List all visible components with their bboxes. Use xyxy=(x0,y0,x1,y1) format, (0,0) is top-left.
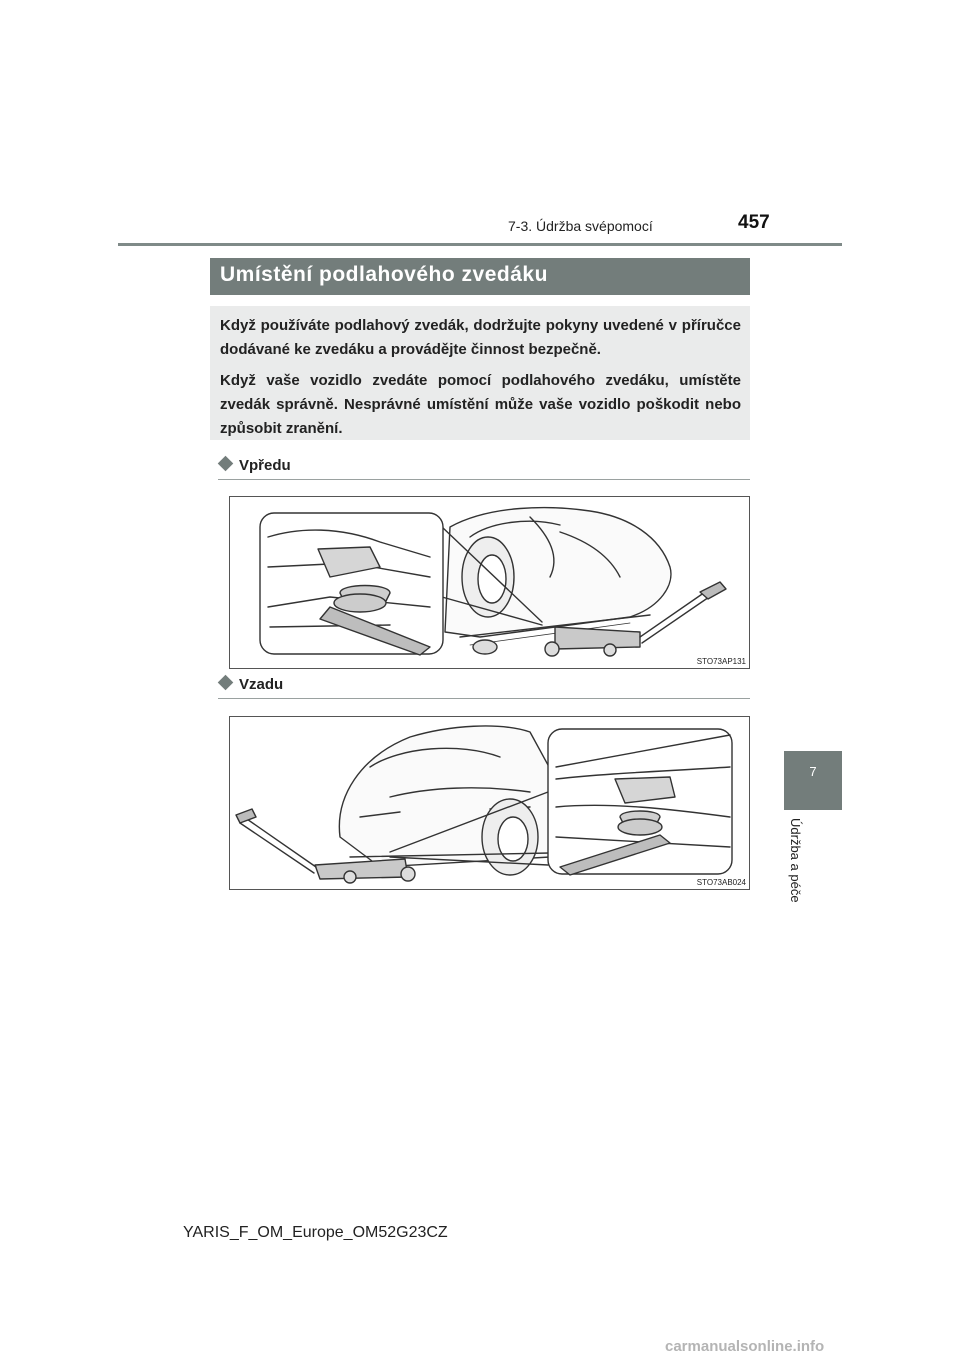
header-rule xyxy=(118,243,842,246)
figure-front-code: STO73AP131 xyxy=(696,657,746,666)
intro-paragraph-2: Když vaše vozidlo zvedáte pomocí podlahového zvedáku, umístěte zvedák správně. Nesprávné umístění může vaše vozidlo poškodit nebo způsobit zranění. xyxy=(220,372,741,437)
front-jack-illustration xyxy=(230,497,749,668)
header-section-title: 7-3. Údržba svépomocí xyxy=(508,218,653,234)
diamond-bullet-icon xyxy=(218,456,234,472)
subheading-rear-rule xyxy=(218,698,750,699)
section-title: Umístění podlahového zvedáku xyxy=(220,263,548,286)
subheading-front xyxy=(216,457,291,474)
intro-paragraph-1: Když používáte podlahový zvedák, dodržujte pokyny uvedené v příručce dodávané ke zvedáku a provádějte činnost bezpečně. xyxy=(220,317,741,358)
figure-front-jack-point xyxy=(229,496,750,669)
page-number: 457 xyxy=(738,212,770,233)
watermark: carmanualsonline.info xyxy=(665,1338,825,1355)
chapter-number: 7 xyxy=(809,764,817,779)
subheading-front-rule xyxy=(218,479,750,480)
rear-jack-illustration xyxy=(230,717,749,889)
intro-box xyxy=(210,306,750,440)
figure-rear-code: STO73AB024 xyxy=(696,878,746,887)
section-title-bar xyxy=(210,258,750,295)
subheading-rear xyxy=(216,676,283,693)
figure-rear-jack-point xyxy=(229,716,750,890)
footer-doc-id: YARIS_F_OM_Europe_OM52G23CZ xyxy=(183,1224,448,1241)
diamond-bullet-icon xyxy=(218,675,234,691)
chapter-label: Údržba a péče xyxy=(788,818,803,903)
subheading-rear-label: Vzadu xyxy=(239,676,284,693)
chapter-tab xyxy=(784,751,842,810)
subheading-front-label: Vpředu xyxy=(239,457,291,474)
